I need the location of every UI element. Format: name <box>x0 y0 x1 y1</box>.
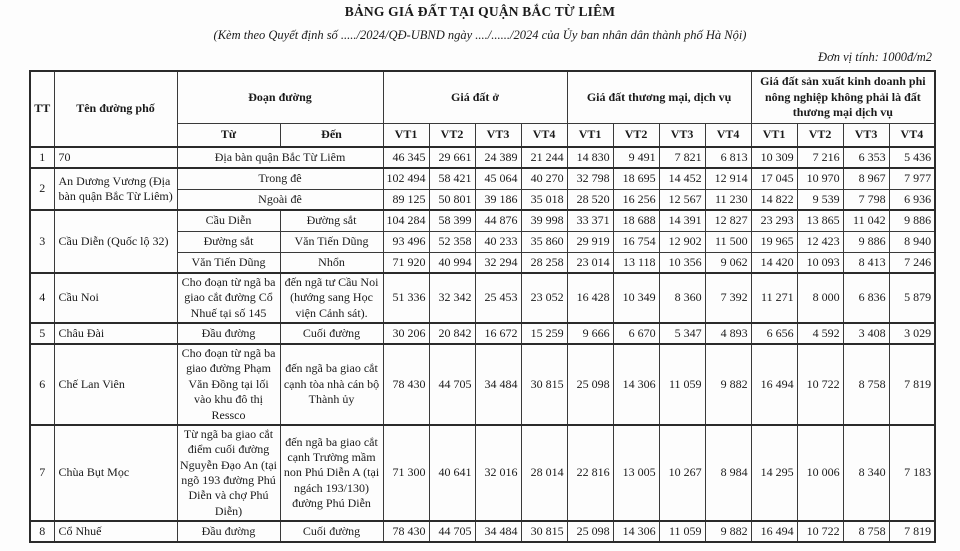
cell-price: 10 970 <box>797 168 843 189</box>
cell-from: Văn Tiến Dũng <box>177 252 280 273</box>
header-vt4: VT4 <box>521 123 567 147</box>
cell-price: 11 500 <box>705 231 751 252</box>
cell-price: 52 358 <box>429 231 475 252</box>
cell-price: 11 059 <box>659 344 705 425</box>
cell-price: 3 029 <box>889 323 935 344</box>
cell-price: 46 345 <box>383 147 429 168</box>
cell-price: 14 420 <box>751 252 797 273</box>
cell-segment: Địa bàn quận Bắc Từ Liêm <box>177 147 383 168</box>
cell-price: 89 125 <box>383 189 429 210</box>
cell-price: 8 000 <box>797 273 843 323</box>
cell-price: 50 801 <box>429 189 475 210</box>
cell-price: 9 539 <box>797 189 843 210</box>
cell-price: 78 430 <box>383 521 429 542</box>
header-group-production: Giá đất sản xuất kinh doanh phi nông nghiệp không phải là đất thương mại dịch vụ <box>751 71 935 123</box>
cell-price: 16 256 <box>613 189 659 210</box>
cell-price: 28 258 <box>521 252 567 273</box>
cell-price: 44 705 <box>429 521 475 542</box>
cell-street-name: Cầu Diễn (Quốc lộ 32) <box>54 210 177 273</box>
cell-to: đến ngã tư Cầu Noi (hướng sang Học viện Cảnh sát). <box>280 273 383 323</box>
cell-price: 8 413 <box>843 252 889 273</box>
cell-price: 12 827 <box>705 210 751 231</box>
cell-street-name: Chế Lan Viên <box>54 344 177 425</box>
cell-price: 12 902 <box>659 231 705 252</box>
cell-from: Từ ngã ba giao cắt điểm cuối đường Nguyễn Đạo An (tại ngõ 193 đường Phú Diễn và chợ Phú Diễn) <box>177 425 280 521</box>
cell-price: 23 293 <box>751 210 797 231</box>
header-vt1: VT1 <box>751 123 797 147</box>
cell-price: 9 886 <box>889 210 935 231</box>
header-vt3: VT3 <box>659 123 705 147</box>
page-subtitle: (Kèm theo Quyết định số ...../2024/QĐ-UBND ngày ..../....../2024 của Ủy ban nhân dân thành phố Hà Nội) <box>213 28 747 42</box>
cell-price: 11 271 <box>751 273 797 323</box>
cell-price: 104 284 <box>383 210 429 231</box>
cell-price: 7 798 <box>843 189 889 210</box>
cell-price: 22 816 <box>567 425 613 521</box>
cell-price: 13 118 <box>613 252 659 273</box>
cell-price: 35 860 <box>521 231 567 252</box>
cell-price: 11 230 <box>705 189 751 210</box>
cell-price: 44 876 <box>475 210 521 231</box>
cell-price: 12 423 <box>797 231 843 252</box>
cell-price: 9 882 <box>705 344 751 425</box>
cell-street-name: 70 <box>54 147 177 168</box>
cell-price: 16 672 <box>475 323 521 344</box>
cell-price: 32 016 <box>475 425 521 521</box>
cell-price: 8 340 <box>843 425 889 521</box>
table-row <box>30 168 935 189</box>
cell-price: 10 093 <box>797 252 843 273</box>
header-vt2: VT2 <box>429 123 475 147</box>
cell-to: đến ngã ba giao cắt cạnh Trường mầm non Phú Diễn A (tại ngách 193/130) đường Phú Diễn <box>280 425 383 521</box>
header-to: Đến <box>280 123 383 147</box>
cell-from: Đường sắt <box>177 231 280 252</box>
cell-price: 14 822 <box>751 189 797 210</box>
cell-price: 16 494 <box>751 344 797 425</box>
cell-price: 7 819 <box>889 344 935 425</box>
cell-from: Cho đoạn từ ngã ba giao cắt đường Cổ Nhuế tại số 145 <box>177 273 280 323</box>
cell-price: 25 098 <box>567 344 613 425</box>
cell-price: 8 758 <box>843 344 889 425</box>
cell-price: 4 893 <box>705 323 751 344</box>
land-price-table <box>29 70 936 543</box>
cell-price: 18 688 <box>613 210 659 231</box>
header-tt: TT <box>30 71 54 147</box>
cell-from: Đầu đường <box>177 521 280 542</box>
cell-tt: 3 <box>30 210 54 273</box>
cell-price: 23 014 <box>567 252 613 273</box>
cell-price: 7 246 <box>889 252 935 273</box>
cell-price: 8 984 <box>705 425 751 521</box>
cell-to: Nhổn <box>280 252 383 273</box>
header-group-commercial: Giá đất thương mại, dịch vụ <box>567 71 751 123</box>
cell-street-name: An Dương Vương (Địa bàn quận Bắc Từ Liêm) <box>54 168 177 210</box>
cell-price: 10 006 <box>797 425 843 521</box>
cell-price: 34 484 <box>475 521 521 542</box>
cell-price: 25 098 <box>567 521 613 542</box>
table-row <box>30 273 935 323</box>
cell-tt: 7 <box>30 425 54 521</box>
cell-price: 39 998 <box>521 210 567 231</box>
cell-price: 15 259 <box>521 323 567 344</box>
cell-price: 40 270 <box>521 168 567 189</box>
cell-price: 21 244 <box>521 147 567 168</box>
cell-to: Văn Tiến Dũng <box>280 231 383 252</box>
cell-to: Cuối đường <box>280 323 383 344</box>
header-segment: Đoạn đường <box>177 71 383 123</box>
cell-price: 10 267 <box>659 425 705 521</box>
cell-street-name: Cầu Noi <box>54 273 177 323</box>
cell-price: 10 349 <box>613 273 659 323</box>
cell-to: Cuối đường <box>280 521 383 542</box>
cell-price: 16 428 <box>567 273 613 323</box>
cell-street-name: Châu Đài <box>54 323 177 344</box>
cell-price: 7 977 <box>889 168 935 189</box>
cell-price: 39 186 <box>475 189 521 210</box>
cell-tt: 6 <box>30 344 54 425</box>
cell-price: 14 295 <box>751 425 797 521</box>
header-vt3: VT3 <box>843 123 889 147</box>
table-row <box>30 344 935 425</box>
table-row <box>30 425 935 521</box>
cell-price: 10 722 <box>797 521 843 542</box>
cell-price: 7 183 <box>889 425 935 521</box>
cell-price: 30 815 <box>521 521 567 542</box>
cell-tt: 4 <box>30 273 54 323</box>
cell-price: 9 666 <box>567 323 613 344</box>
cell-to: Đường sắt <box>280 210 383 231</box>
header-vt1: VT1 <box>383 123 429 147</box>
cell-price: 8 360 <box>659 273 705 323</box>
cell-price: 6 670 <box>613 323 659 344</box>
cell-price: 40 994 <box>429 252 475 273</box>
cell-price: 4 592 <box>797 323 843 344</box>
cell-price: 51 336 <box>383 273 429 323</box>
cell-price: 24 389 <box>475 147 521 168</box>
cell-price: 40 233 <box>475 231 521 252</box>
cell-price: 17 045 <box>751 168 797 189</box>
cell-from: Đầu đường <box>177 323 280 344</box>
page-title: BẢNG GIÁ ĐẤT TẠI QUẬN BẮC TỪ LIÊM <box>344 4 616 19</box>
cell-price: 14 830 <box>567 147 613 168</box>
cell-price: 9 886 <box>843 231 889 252</box>
table-row <box>30 210 935 231</box>
cell-price: 8 940 <box>889 231 935 252</box>
cell-price: 71 920 <box>383 252 429 273</box>
cell-price: 25 453 <box>475 273 521 323</box>
cell-price: 32 798 <box>567 168 613 189</box>
cell-price: 28 014 <box>521 425 567 521</box>
cell-price: 16 494 <box>751 521 797 542</box>
cell-price: 28 520 <box>567 189 613 210</box>
cell-price: 6 936 <box>889 189 935 210</box>
cell-price: 9 491 <box>613 147 659 168</box>
cell-price: 29 919 <box>567 231 613 252</box>
cell-price: 12 914 <box>705 168 751 189</box>
cell-tt: 5 <box>30 323 54 344</box>
cell-price: 11 059 <box>659 521 705 542</box>
cell-price: 32 294 <box>475 252 521 273</box>
cell-price: 58 421 <box>429 168 475 189</box>
cell-price: 14 391 <box>659 210 705 231</box>
cell-price: 14 306 <box>613 344 659 425</box>
table-row <box>30 323 935 344</box>
cell-price: 93 496 <box>383 231 429 252</box>
cell-tt: 2 <box>30 168 54 210</box>
cell-price: 11 042 <box>843 210 889 231</box>
header-vt3: VT3 <box>475 123 521 147</box>
cell-price: 33 371 <box>567 210 613 231</box>
cell-price: 7 216 <box>797 147 843 168</box>
cell-tt: 1 <box>30 147 54 168</box>
cell-segment: Trong đê <box>177 168 383 189</box>
cell-price: 30 815 <box>521 344 567 425</box>
cell-price: 13 005 <box>613 425 659 521</box>
cell-from: Cầu Diễn <box>177 210 280 231</box>
cell-price: 5 879 <box>889 273 935 323</box>
cell-price: 7 819 <box>889 521 935 542</box>
cell-price: 7 821 <box>659 147 705 168</box>
cell-price: 20 842 <box>429 323 475 344</box>
cell-price: 78 430 <box>383 344 429 425</box>
cell-price: 40 641 <box>429 425 475 521</box>
cell-price: 44 705 <box>429 344 475 425</box>
header-vt4: VT4 <box>705 123 751 147</box>
document-page <box>0 4 960 551</box>
cell-price: 35 018 <box>521 189 567 210</box>
header-vt2: VT2 <box>797 123 843 147</box>
cell-price: 34 484 <box>475 344 521 425</box>
header-vt4: VT4 <box>889 123 935 147</box>
cell-price: 8 758 <box>843 521 889 542</box>
cell-price: 10 356 <box>659 252 705 273</box>
cell-price: 71 300 <box>383 425 429 521</box>
cell-price: 6 656 <box>751 323 797 344</box>
cell-price: 58 399 <box>429 210 475 231</box>
cell-tt: 8 <box>30 521 54 542</box>
cell-to: đến ngã ba giao cắt cạnh tòa nhà cán bộ Thành ủy <box>280 344 383 425</box>
cell-price: 5 436 <box>889 147 935 168</box>
price-table-body <box>30 147 935 542</box>
cell-price: 102 494 <box>383 168 429 189</box>
cell-price: 45 064 <box>475 168 521 189</box>
cell-price: 10 722 <box>797 344 843 425</box>
cell-street-name: Cổ Nhuế <box>54 521 177 542</box>
cell-price: 18 695 <box>613 168 659 189</box>
cell-price: 16 754 <box>613 231 659 252</box>
cell-price: 23 052 <box>521 273 567 323</box>
table-row <box>30 521 935 542</box>
unit-note: Đơn vị tính: 1000đ/m2 <box>818 50 932 64</box>
cell-price: 14 306 <box>613 521 659 542</box>
cell-price: 10 309 <box>751 147 797 168</box>
cell-price: 6 813 <box>705 147 751 168</box>
cell-price: 19 965 <box>751 231 797 252</box>
cell-price: 6 353 <box>843 147 889 168</box>
cell-price: 3 408 <box>843 323 889 344</box>
cell-price: 32 342 <box>429 273 475 323</box>
cell-price: 29 661 <box>429 147 475 168</box>
cell-price: 14 452 <box>659 168 705 189</box>
cell-segment: Ngoài đê <box>177 189 383 210</box>
cell-price: 9 062 <box>705 252 751 273</box>
header-street-name: Tên đường phố <box>54 71 177 147</box>
cell-price: 8 967 <box>843 168 889 189</box>
table-row <box>30 147 935 168</box>
header-vt1: VT1 <box>567 123 613 147</box>
table-header <box>30 71 935 147</box>
cell-street-name: Chùa Bụt Mọc <box>54 425 177 521</box>
header-from: Từ <box>177 123 280 147</box>
cell-price: 9 882 <box>705 521 751 542</box>
cell-price: 13 865 <box>797 210 843 231</box>
header-group-residential: Giá đất ở <box>383 71 567 123</box>
cell-price: 7 392 <box>705 273 751 323</box>
header-vt2: VT2 <box>613 123 659 147</box>
cell-from: Cho đoạn từ ngã ba giao đường Phạm Văn Đồng tại lối vào khu đô thị Ressco <box>177 344 280 425</box>
cell-price: 12 567 <box>659 189 705 210</box>
cell-price: 5 347 <box>659 323 705 344</box>
cell-price: 6 836 <box>843 273 889 323</box>
cell-price: 30 206 <box>383 323 429 344</box>
